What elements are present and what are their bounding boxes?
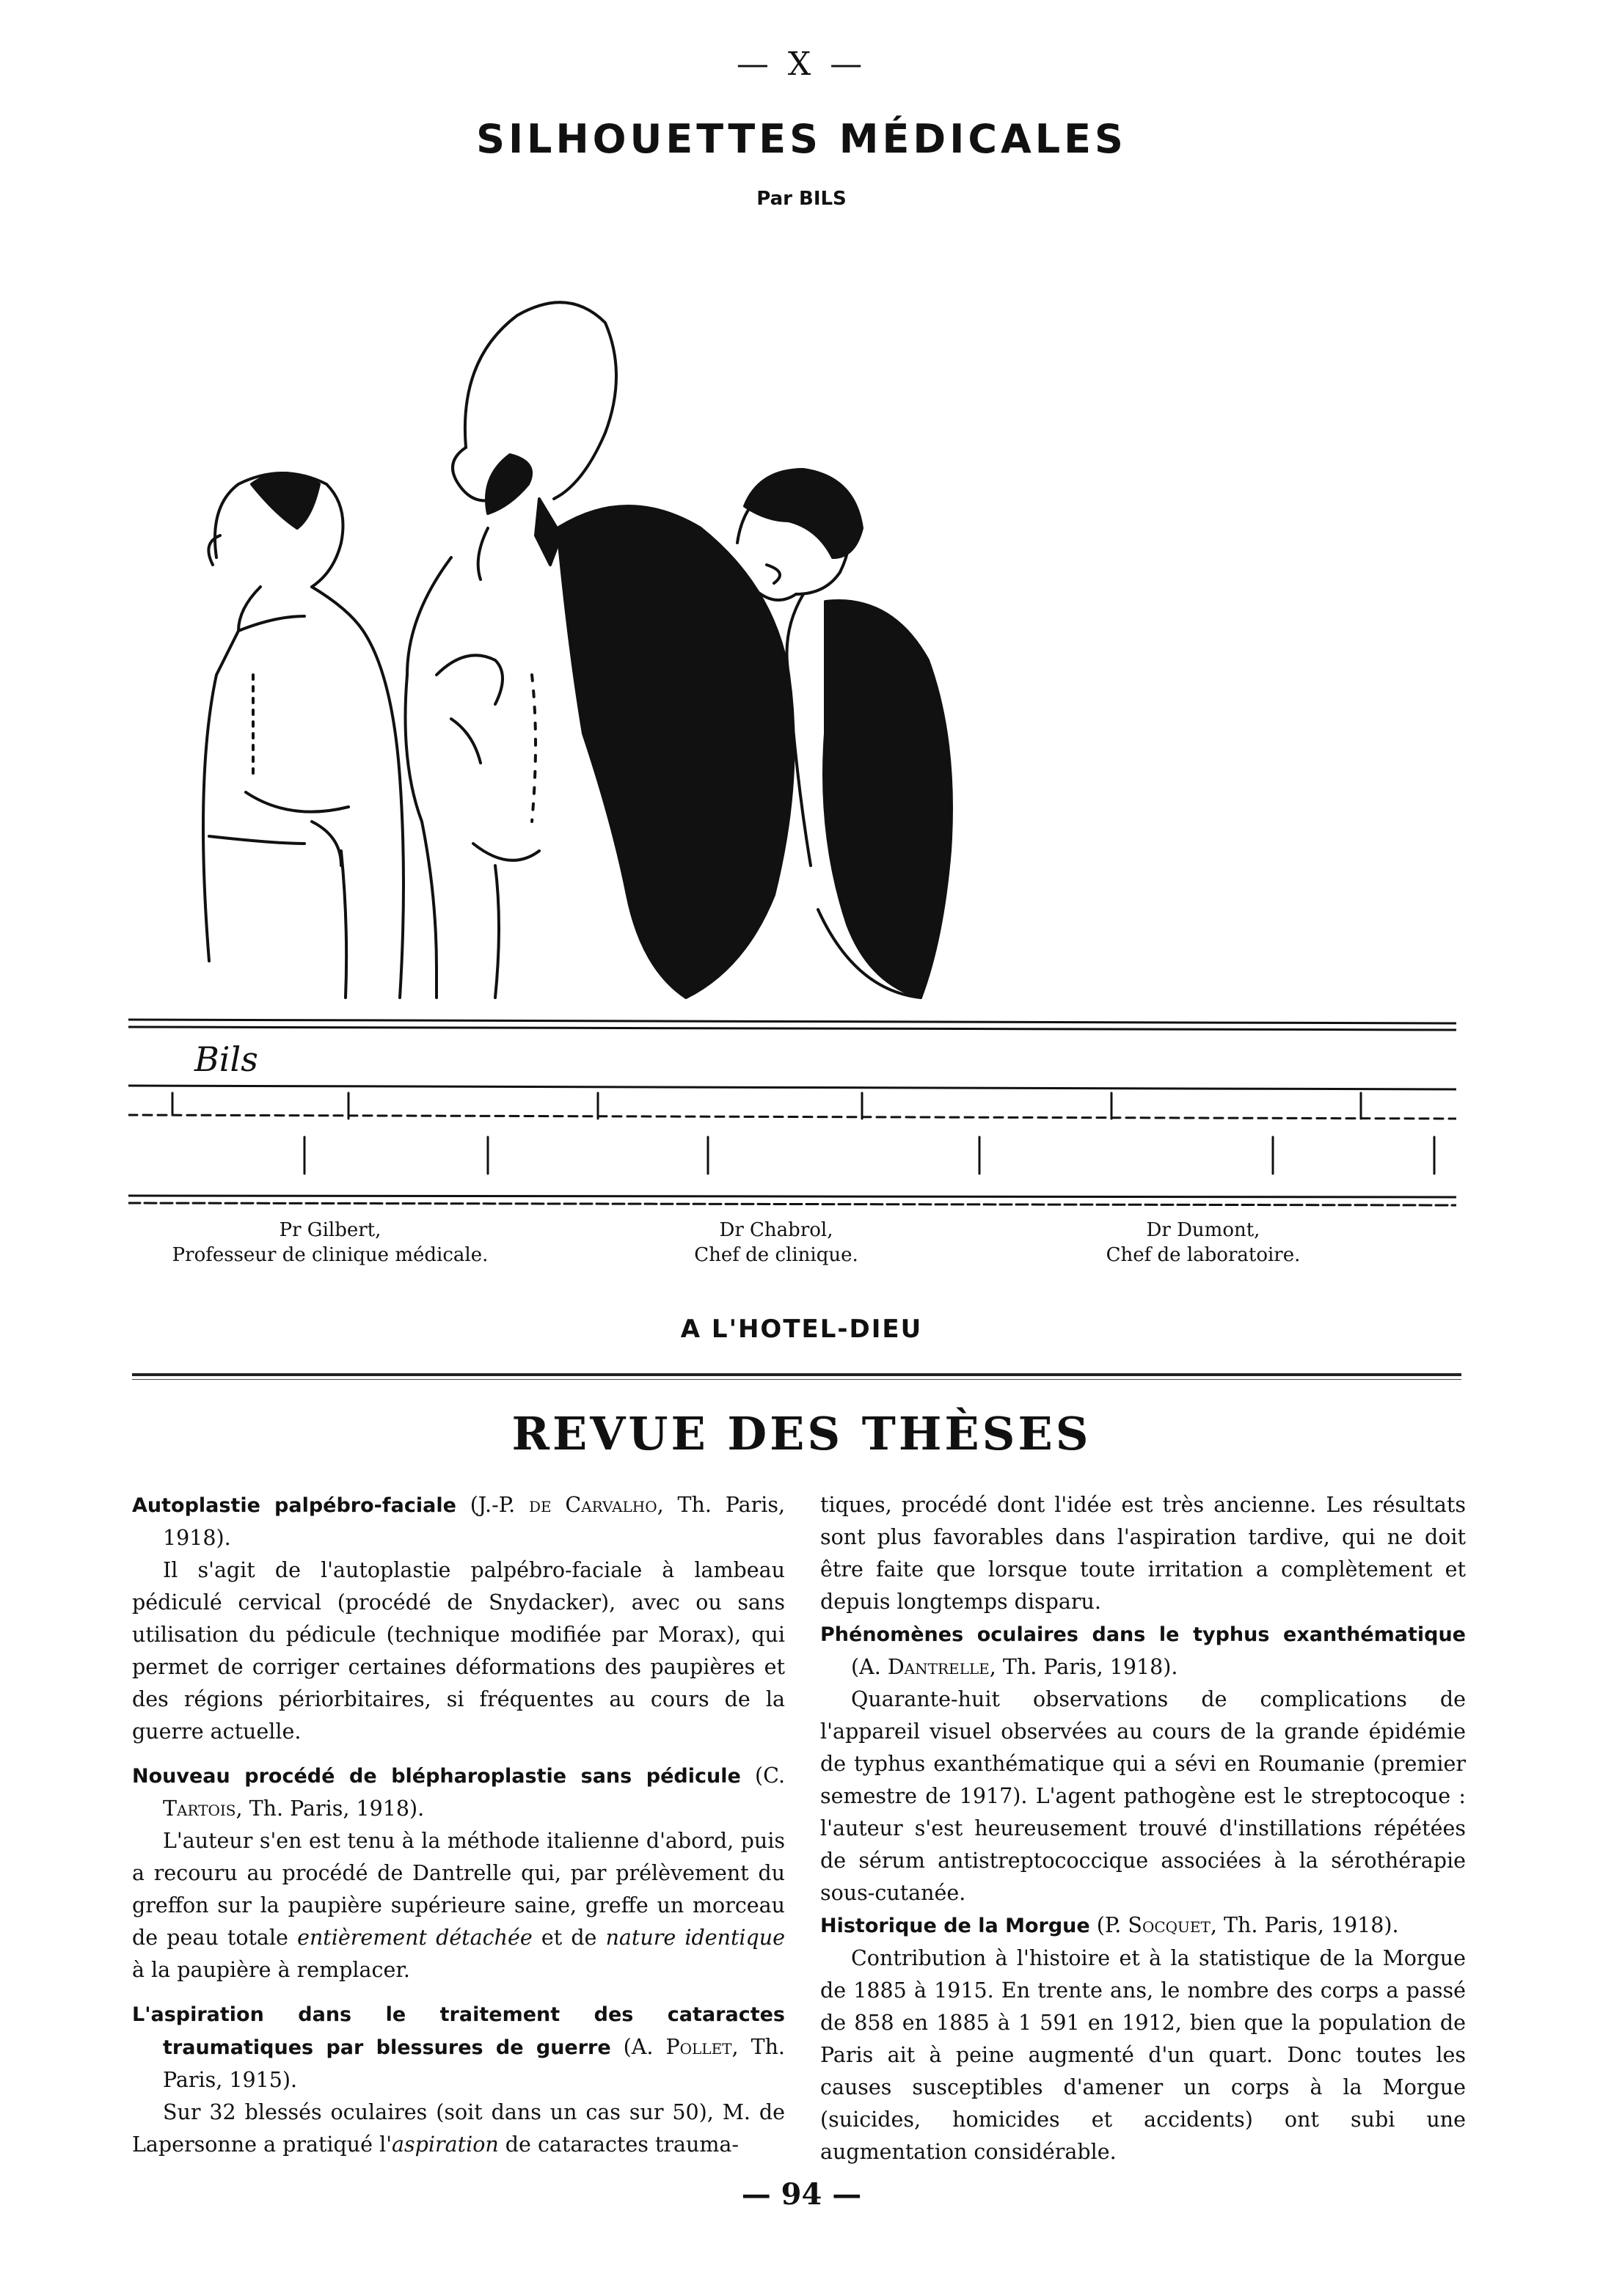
section-number: — X — <box>736 45 867 83</box>
page-title: SILHOUETTES MÉDICALES <box>476 116 1127 162</box>
caption-dumont-name: Dr Dumont, <box>1146 1219 1260 1241</box>
caption-chabrol-name: Dr Chabrol, <box>719 1219 833 1241</box>
illustration-location: A L'HOTEL-DIEU <box>680 1315 923 1344</box>
caption-dumont <box>983 1218 1423 1268</box>
balustrade <box>128 1020 1456 1205</box>
figure-gilbert <box>203 473 404 998</box>
page-number: — 94 — <box>741 2177 862 2212</box>
column-right <box>820 1489 1466 2168</box>
caption-gilbert <box>110 1218 550 1268</box>
caption-gilbert-name: Pr Gilbert, <box>279 1219 381 1241</box>
article-3-heading: L'aspiration dans le traitement des cataractes traumatiques par blessures de guerre (A. Pollet, Th. Paris, 1915). <box>132 2003 785 2092</box>
caption-gilbert-role: Professeur de clinique médicale. <box>172 1244 489 1266</box>
revue-title: REVUE DES THÈSES <box>511 1407 1092 1460</box>
article-4-heading: Phénomènes oculaires dans le typhus exanthématique (A. Dantrelle, Th. Paris, 1918). <box>820 1623 1466 1679</box>
article-3-continuation: tiques, procédé dont l'idée est très ancienne. Les résultats sont plus favorables dans l'aspiration tardive, qui ne doit être faite que lorsque toute irritation a complètement et depuis longtemps disparu. <box>820 1493 1466 1614</box>
byline: Par BILS <box>756 188 847 210</box>
article-5-body: Contribution à l'histoire et à la statistique de la Morgue de 1885 à 1915. En trente ans, le nombre des corps a passé de 858 en 1885 à 1 591 en 1912, bien que la population de Paris ait à peine augmenté d'un quart. Donc toutes les causes susceptibles d'amener un corps à la Morgue (suicides, homicides et accidents) ont subi une augmentation considérable. <box>820 1946 1466 2164</box>
article-5-heading: Historique de la Morgue (P. Socquet, Th. Paris, 1918). <box>820 1913 1399 1937</box>
article-1-body: Il s'agit de l'autoplastie palpébro-faciale à lambeau pédiculé cervical (procédé de Snydacker), avec ou sans utilisation du pédicule (technique modifiée par Morax), qui permet de corriger certaines déformations des paupières et des régions périorbitaires, si fréquentes au cours de la guerre actuelle. <box>132 1558 785 1744</box>
artist-signature: Bils <box>194 1039 258 1079</box>
article-4-body: Quarante-huit observations de complications de l'appareil visuel observées au cours de la grande épidémie de typhus exanthématique qui a sévi en Roumanie (premier semestre de 1917). L'agent pathogène est le streptocoque : l'auteur s'est heureusement trouvé d'instillations répétées de sérum antistreptococcique associées à la sérothérapie sous-cutanée. <box>820 1687 1466 1905</box>
section-divider <box>132 1373 1461 1376</box>
caption-chabrol <box>556 1218 996 1268</box>
article-1-heading: Autoplastie palpébro-faciale (J.-P. de Carvalho, Th. Paris, 1918). <box>132 1493 786 1550</box>
caricature-illustration <box>128 264 1456 1210</box>
caption-dumont-role: Chef de laboratoire. <box>1106 1244 1301 1266</box>
section-divider-thin <box>132 1379 1461 1380</box>
article-3-body: Sur 32 blessés oculaires (soit dans un cas sur 50), M. de Lapersonne a pratiqué l'aspiration de cataractes trauma- <box>132 2100 785 2157</box>
article-2-body: L'auteur s'en est tenu à la méthode italienne d'abord, puis a recouru au procédé de Dantrelle qui, par prélèvement du greffon sur la paupière supérieure saine, greffe un morceau de peau totale entièrement détachée et de nature identique à la paupière à remplacer. <box>132 1829 785 1982</box>
column-left <box>132 1489 785 2161</box>
article-2-heading: Nouveau procédé de blépharoplastie sans pédicule (C. Tartois, Th. Paris, 1918). <box>132 1763 786 1821</box>
caption-chabrol-role: Chef de clinique. <box>694 1244 858 1266</box>
